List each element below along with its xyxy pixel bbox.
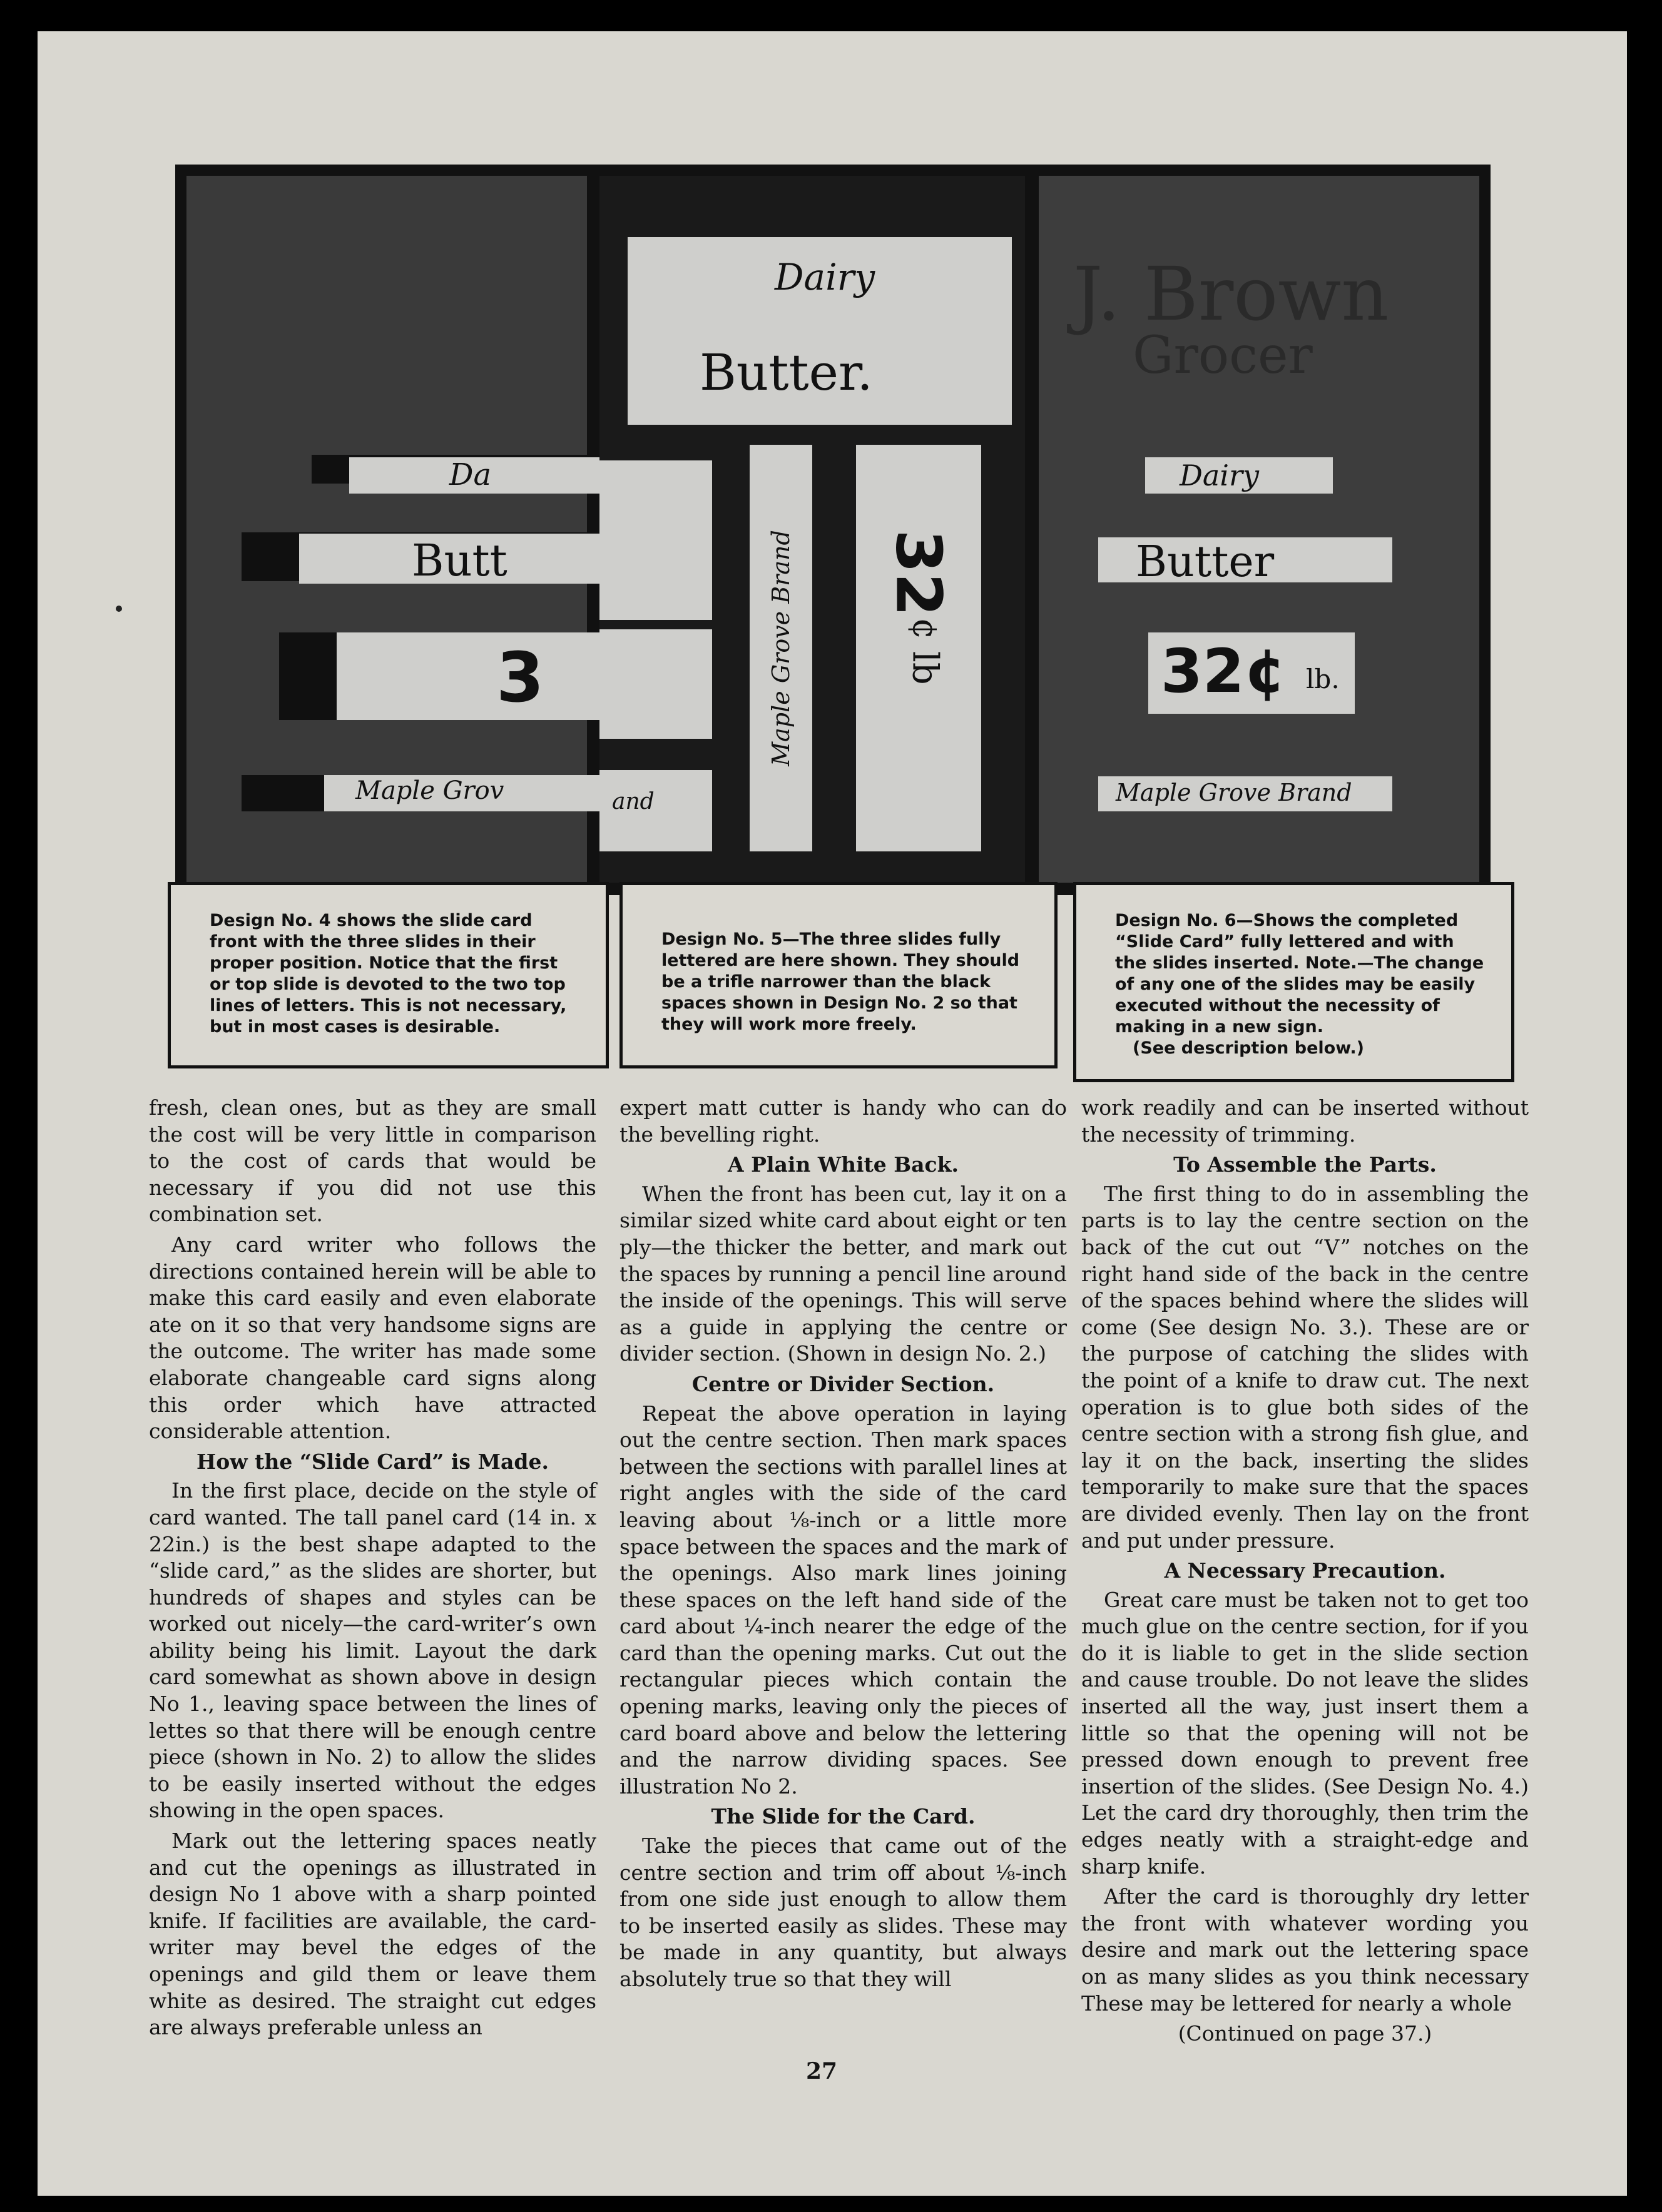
- section-heading: Centre or Divider Section.: [691, 1371, 995, 1396]
- slide-text: Maple Grove Brand: [767, 530, 795, 766]
- section-heading: The Slide for the Card.: [711, 1804, 976, 1829]
- design-5-right-slide: [856, 445, 981, 851]
- design-4-slide-2: [299, 534, 599, 584]
- paragraph: Repeat the above operation in laying out the centre section. Then mark spaces between the sections with parallel lines at right angles with the side of the card leaving about ⅛-inch or a little more space between the spaces and the mark of the openings. Also mark lines joining these spaces on the left hand side of the card about ¼-inch nearer the edge of the card than the opening marks. Cut out the rectangular pieces which contain the opening marks, leaving only the pieces of card board above and below the lettering and the narrow dividing spaces. See illustration No 2.: [619, 1401, 1067, 1799]
- paragraph: expert matt cutter is handy who can do the bevelling right.: [619, 1095, 1067, 1147]
- paragraph: When the front has been cut, lay it on a similar sized white card about eight or ten ply—the thicker the better, and mark out the spaces by running a pencil line around the inside of the openings. This will serve as a guide in applying the centre or divider section. (Shown in design No. 2.): [619, 1181, 1067, 1366]
- page-number: 27: [806, 2058, 838, 2084]
- slide-text: lb.: [1306, 664, 1340, 694]
- paragraph: Mark out the lettering spaces neatly and cut the openings as illustrated in design No 1 above with a sharp pointed knife. If facilities are available, the card-writer may bevel the edges of the openings and gild them or leave them white as desired. The straight cut edges are always preferable unless an: [149, 1829, 596, 2040]
- caption-design-4: [168, 882, 609, 1068]
- ink-speck: [116, 606, 122, 612]
- continued-note: (Continued on page 37.): [1178, 2021, 1432, 2046]
- paragraph: fresh, clean ones, but as they are small the cost will be very little in comparison to the cost of cards that would be necessary if you did not use this combination set.: [149, 1095, 596, 1227]
- column-3: [1081, 1095, 1529, 2051]
- design-6-slide-2: [1098, 537, 1392, 582]
- design-6-slide-3: [1148, 632, 1355, 714]
- section-heading: A Plain White Back.: [728, 1152, 959, 1177]
- paragraph: After the card is thoroughly dry letter the front with whatever wording you desire and mark out the lettering space on as many slides as you think necessary These may be lettered for nearly a whole: [1081, 1884, 1529, 2016]
- caption-note: (See description below.): [1133, 1038, 1365, 1058]
- paragraph: In the first place, decide on the style of card wanted. The tall panel card (14 in. x 22in.) is the best shape adapted to the “slide card,” as the slides are shorter, but hundreds of shapes and styles can be worked out nicely—the card-writer’s own ability being his limit. Layout the dark card somewhat as shown above in design No 1., leaving space between the lines of lettes so that there will be enough centre piece (shown in No. 2) to allow the slides to be easily inserted without the edges showing in the open spaces.: [149, 1478, 596, 1823]
- design-4-slide-3: [337, 632, 599, 720]
- slide-text: 3: [496, 637, 544, 718]
- caption-body: shows the slide card front with the three slides in their proper position. Notice that the first or top slide is devoted to the two top lines of letters. This is not necessary, but in most cases is desirable.: [210, 911, 567, 1037]
- slide-text: Maple Grov: [355, 776, 504, 805]
- paragraph: Any card writer who follows the directions contained herein will be able to make this card easily and even elaborate ate on it so that very handsome signs are the outcome. The writer has made some elaborate changeable card signs along this order which have attracted considerable attention.: [149, 1232, 596, 1444]
- section-heading: A Necessary Precaution.: [1164, 1558, 1446, 1583]
- caption-lead: Design No. 6: [1115, 911, 1236, 930]
- design-6-slide-1: [1145, 457, 1333, 494]
- design-5-top-slide: [628, 237, 1012, 425]
- design-4-slide-1: [349, 457, 599, 494]
- column-2: [619, 1095, 1067, 1997]
- photo-plate: [175, 165, 1491, 895]
- magazine-page: [38, 31, 1627, 2196]
- slide-text: and: [612, 789, 655, 814]
- caption-body: —The three slides fully lettered are here shown. They should be a trifle narrower than the black spaces shown in Design No. 2 so that they will work more freely.: [661, 930, 1020, 1034]
- slide-text: Da: [449, 457, 492, 492]
- slide-text: 32: [882, 529, 956, 617]
- caption-lead: Design No. 4: [210, 911, 331, 930]
- design-5-left-slide-lower: [599, 770, 712, 851]
- design-6-slide-4: [1098, 776, 1392, 811]
- design-5-left-slide-middle: [599, 629, 712, 739]
- caption-text: [210, 910, 581, 1038]
- slide-text: Butt: [412, 535, 507, 584]
- caption-body: —Shows the completed “Slide Card” fully lettered and with the slides inserted. Note.—The change of any one of the slides may be easily executed without the necessity of making in a new sign.: [1115, 911, 1484, 1037]
- caption-design-6: [1073, 882, 1514, 1082]
- caption-design-5: [619, 882, 1058, 1068]
- section-heading: How the “Slide Card” is Made.: [196, 1449, 549, 1474]
- design-5-middle-slide: [750, 445, 812, 851]
- card-heading-trade: Grocer: [1133, 326, 1313, 385]
- card-heading-name: J. Brown: [1073, 251, 1389, 337]
- slide-text: 32¢: [1161, 636, 1287, 706]
- column-1: [149, 1095, 596, 2045]
- design-6-card: [1039, 176, 1479, 883]
- slide-text: Dairy: [1180, 459, 1259, 492]
- caption-lead: Design No. 5: [661, 930, 783, 949]
- design-4-slide-4: [324, 775, 599, 811]
- slide-text: Butter: [1136, 537, 1275, 582]
- caption-text: [1115, 910, 1486, 1038]
- slide-text: Maple Grove Brand: [1116, 779, 1352, 806]
- paragraph: Great care must be taken not to get too much glue on the centre section, for if you do it is liable to get in the slide section and cause trouble. Do not leave the slides inserted all the way, just insert them a little so that the opening will not be pressed down enough to prevent free insertion of the slides. (See Design No. 4.) Let the card dry thoroughly, then trim the edges neatly with a straight-edge and sharp knife.: [1081, 1587, 1529, 1879]
- design-4-card: [186, 176, 587, 883]
- paragraph: The first thing to do in assembling the parts is to lay the centre section on the back of the cut out “V” notches on the right hand side of the back in the centre of the spaces behind where the slides will come (See design No. 3.). These are or the purpose of catching the slides with the point of a knife to draw cut. The next operation is to glue both sides of the centre section with a strong fish glue, and lay it on the back, inserting the slides temporarily to make sure that the spaces are divided evenly. Then lay on the front and put under pressure.: [1081, 1181, 1529, 1553]
- paragraph: Take the pieces that came out of the centre section and trim off about ⅛-inch from one side just enough to allow them to be inserted easily as slides. These may be made in any quantity, but always absolutely true so that they will: [619, 1834, 1067, 1991]
- slide-text: ¢ lb: [904, 617, 946, 685]
- paragraph: work readily and can be inserted without the necessity of trimming.: [1081, 1095, 1529, 1147]
- slide-text: Butter.: [700, 343, 873, 402]
- caption-text: [661, 929, 1029, 1035]
- design-5-left-slide-upper: [599, 460, 712, 620]
- section-heading: To Assemble the Parts.: [1173, 1152, 1437, 1177]
- slide-text: Dairy: [775, 256, 875, 298]
- design-5-slides: [599, 176, 1025, 883]
